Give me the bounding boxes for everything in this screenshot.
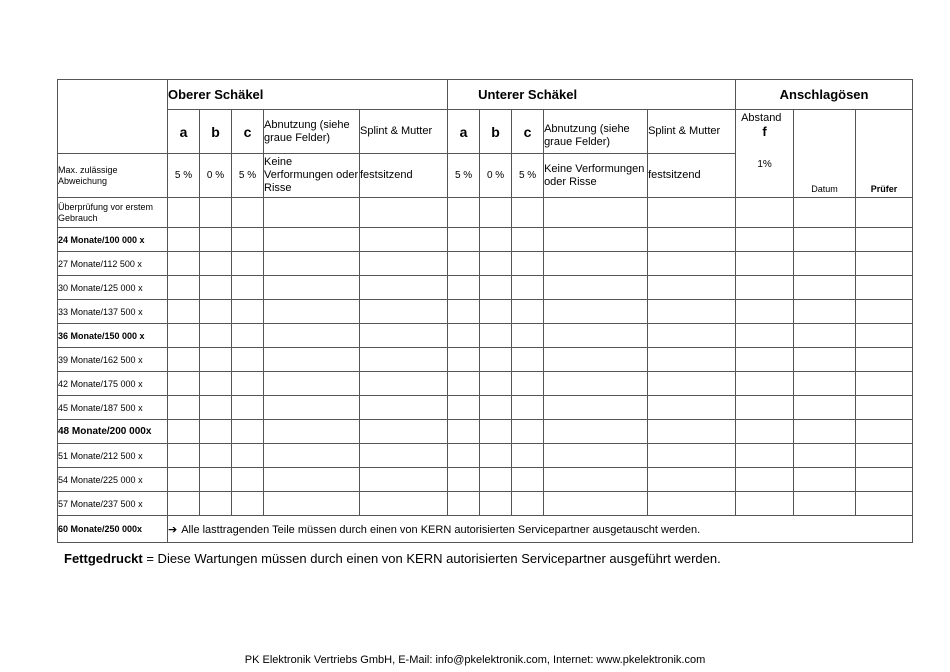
entry-cell[interactable]	[480, 228, 512, 252]
entry-cell[interactable]	[480, 444, 512, 468]
arrow-right-icon: ➔	[168, 523, 178, 536]
entry-cell[interactable]	[856, 276, 913, 300]
entry-cell[interactable]	[200, 252, 232, 276]
entry-cell[interactable]	[648, 468, 736, 492]
entry-cell[interactable]	[736, 324, 794, 348]
entry-cell[interactable]	[448, 372, 480, 396]
entry-cell[interactable]	[544, 396, 648, 420]
interval-label: 39 Monate/162 500 x	[58, 348, 168, 372]
entry-cell[interactable]	[544, 300, 648, 324]
interval-label: 57 Monate/237 500 x	[58, 492, 168, 516]
entry-cell[interactable]	[232, 468, 264, 492]
interval-label: 36 Monate/150 000 x	[58, 324, 168, 348]
entry-cell[interactable]	[200, 444, 232, 468]
entry-cell[interactable]	[264, 300, 360, 324]
entry-cell[interactable]	[264, 420, 360, 444]
entry-cell[interactable]	[512, 396, 544, 420]
col-a-unten: a	[448, 110, 480, 154]
entry-cell[interactable]	[264, 348, 360, 372]
entry-cell[interactable]	[648, 348, 736, 372]
interval-row	[58, 372, 913, 396]
entry-cell[interactable]	[856, 420, 913, 444]
limit-b-unten: 0 %	[480, 154, 512, 198]
corner-cell	[58, 80, 168, 154]
interval-rows	[58, 198, 913, 516]
interval-row	[58, 492, 913, 516]
entry-cell[interactable]	[648, 324, 736, 348]
entry-cell[interactable]	[168, 198, 200, 228]
entry-cell[interactable]	[232, 276, 264, 300]
entry-cell[interactable]	[512, 300, 544, 324]
entry-cell[interactable]	[168, 252, 200, 276]
entry-cell[interactable]	[232, 420, 264, 444]
interval-label: 51 Monate/212 500 x	[58, 444, 168, 468]
entry-cell[interactable]	[232, 228, 264, 252]
entry-cell[interactable]	[448, 228, 480, 252]
entry-cell[interactable]	[648, 372, 736, 396]
entry-cell[interactable]	[512, 492, 544, 516]
entry-cell[interactable]	[512, 444, 544, 468]
abstand-f-label: f	[762, 124, 767, 139]
entry-cell[interactable]	[544, 420, 648, 444]
entry-cell[interactable]	[200, 468, 232, 492]
entry-cell[interactable]	[360, 276, 448, 300]
entry-cell[interactable]	[360, 300, 448, 324]
entry-cell[interactable]	[544, 276, 648, 300]
entry-cell[interactable]	[794, 348, 856, 372]
col-datum: Datum	[794, 110, 856, 198]
col-splint-unten: Splint & Mutter	[648, 110, 736, 154]
entry-cell[interactable]	[856, 252, 913, 276]
entry-cell[interactable]	[360, 444, 448, 468]
interval-row	[58, 348, 913, 372]
group-unterer-schaekel: Unterer Schäkel	[448, 80, 736, 110]
entry-cell[interactable]	[200, 198, 232, 228]
final-row-label: 60 Monate/250 000x	[58, 516, 168, 543]
interval-label: 45 Monate/187 500 x	[58, 396, 168, 420]
entry-cell[interactable]	[264, 198, 360, 228]
entry-cell[interactable]	[448, 396, 480, 420]
limits-label: Max. zulässige Abweichung	[58, 154, 168, 198]
entry-cell[interactable]	[264, 444, 360, 468]
entry-cell[interactable]	[512, 348, 544, 372]
entry-cell[interactable]	[856, 348, 913, 372]
entry-cell[interactable]	[360, 198, 448, 228]
entry-cell[interactable]	[232, 198, 264, 228]
entry-cell[interactable]	[480, 348, 512, 372]
col-abstand	[736, 110, 794, 198]
entry-cell[interactable]	[264, 492, 360, 516]
entry-cell[interactable]	[512, 276, 544, 300]
entry-cell[interactable]	[736, 228, 794, 252]
limit-b-oben: 0 %	[200, 154, 232, 198]
entry-cell[interactable]	[448, 492, 480, 516]
interval-label: 48 Monate/200 000x	[58, 420, 168, 444]
abstand-label: Abstand	[741, 112, 782, 124]
limit-a-unten: 5 %	[448, 154, 480, 198]
entry-cell[interactable]	[794, 372, 856, 396]
entry-cell[interactable]	[264, 252, 360, 276]
entry-cell[interactable]	[448, 444, 480, 468]
interval-row	[58, 276, 913, 300]
entry-cell[interactable]	[648, 492, 736, 516]
interval-row	[58, 252, 913, 276]
entry-cell[interactable]	[794, 420, 856, 444]
entry-cell[interactable]	[264, 276, 360, 300]
entry-cell[interactable]	[360, 228, 448, 252]
col-b-oben: b	[200, 110, 232, 154]
entry-cell[interactable]	[168, 276, 200, 300]
entry-cell[interactable]	[736, 372, 794, 396]
entry-cell[interactable]	[200, 228, 232, 252]
entry-cell[interactable]	[736, 300, 794, 324]
bold-legend-note	[64, 551, 721, 566]
col-c-unten: c	[512, 110, 544, 154]
entry-cell[interactable]	[264, 324, 360, 348]
col-abnutzung-oben: Abnutzung (siehe graue Felder)	[264, 110, 360, 154]
entry-cell[interactable]	[648, 420, 736, 444]
entry-cell[interactable]	[480, 420, 512, 444]
entry-cell[interactable]	[856, 372, 913, 396]
page-footer: PK Elektronik Vertriebs GmbH, E-Mail: info@pkelektronik.com, Internet: www.pkelektronik.com	[244, 654, 706, 666]
entry-cell[interactable]	[512, 468, 544, 492]
interval-row	[58, 420, 913, 444]
entry-cell[interactable]	[200, 396, 232, 420]
interval-row	[58, 468, 913, 492]
entry-cell[interactable]	[512, 198, 544, 228]
entry-cell[interactable]	[856, 198, 913, 228]
entry-cell[interactable]	[480, 492, 512, 516]
entry-cell[interactable]	[648, 300, 736, 324]
entry-cell[interactable]	[264, 228, 360, 252]
interval-label: 27 Monate/112 500 x	[58, 252, 168, 276]
entry-cell[interactable]	[264, 396, 360, 420]
entry-cell[interactable]	[512, 372, 544, 396]
entry-cell[interactable]	[480, 372, 512, 396]
limit-abstand: 1%	[757, 159, 772, 170]
entry-cell[interactable]	[648, 396, 736, 420]
interval-label: Überprüfung vor erstem Gebrauch	[58, 198, 168, 228]
entry-cell[interactable]	[736, 276, 794, 300]
entry-cell[interactable]	[232, 300, 264, 324]
bold-legend-term: Fettgedruckt	[64, 551, 143, 566]
entry-cell[interactable]	[480, 276, 512, 300]
entry-cell[interactable]	[168, 228, 200, 252]
limit-splint-oben: festsitzend	[360, 154, 448, 198]
limit-c-oben: 5 %	[232, 154, 264, 198]
entry-cell[interactable]	[360, 324, 448, 348]
entry-cell[interactable]	[448, 468, 480, 492]
entry-cell[interactable]	[200, 372, 232, 396]
entry-cell[interactable]	[512, 324, 544, 348]
entry-cell[interactable]	[232, 348, 264, 372]
entry-cell[interactable]	[480, 252, 512, 276]
entry-cell[interactable]	[232, 372, 264, 396]
interval-row	[58, 300, 913, 324]
col-c-oben: c	[232, 110, 264, 154]
limit-c-unten: 5 %	[512, 154, 544, 198]
entry-cell[interactable]	[648, 228, 736, 252]
entry-cell[interactable]	[794, 444, 856, 468]
entry-cell[interactable]	[856, 468, 913, 492]
entry-cell[interactable]	[544, 324, 648, 348]
entry-cell[interactable]	[232, 444, 264, 468]
entry-cell[interactable]	[360, 420, 448, 444]
entry-cell[interactable]	[200, 492, 232, 516]
entry-cell[interactable]	[544, 198, 648, 228]
entry-cell[interactable]	[480, 324, 512, 348]
entry-cell[interactable]	[448, 324, 480, 348]
limit-a-oben: 5 %	[168, 154, 200, 198]
entry-cell[interactable]	[168, 300, 200, 324]
final-row-note: Alle lasttragenden Teile müssen durch einen von KERN autorisierten Servicepartner ausgetauscht werden.	[181, 523, 701, 536]
entry-cell[interactable]	[232, 324, 264, 348]
entry-cell[interactable]	[480, 198, 512, 228]
interval-label: 24 Monate/100 000 x	[58, 228, 168, 252]
interval-label: 42 Monate/175 000 x	[58, 372, 168, 396]
entry-cell[interactable]	[200, 276, 232, 300]
entry-cell[interactable]	[448, 300, 480, 324]
interval-row	[58, 324, 913, 348]
entry-cell[interactable]	[856, 324, 913, 348]
entry-cell[interactable]	[794, 252, 856, 276]
interval-label: 30 Monate/125 000 x	[58, 276, 168, 300]
entry-cell[interactable]	[856, 444, 913, 468]
entry-cell[interactable]	[794, 276, 856, 300]
entry-cell[interactable]	[794, 198, 856, 228]
entry-cell[interactable]	[360, 396, 448, 420]
entry-cell[interactable]	[794, 492, 856, 516]
entry-cell[interactable]	[512, 228, 544, 252]
entry-cell[interactable]	[168, 348, 200, 372]
header-row-groups	[58, 80, 913, 110]
entry-cell[interactable]	[264, 372, 360, 396]
entry-cell[interactable]	[448, 420, 480, 444]
entry-cell[interactable]	[856, 228, 913, 252]
entry-cell[interactable]	[448, 348, 480, 372]
entry-cell[interactable]	[168, 468, 200, 492]
col-a-oben: a	[168, 110, 200, 154]
entry-cell[interactable]	[232, 492, 264, 516]
entry-cell[interactable]	[544, 228, 648, 252]
interval-row	[58, 228, 913, 252]
entry-cell[interactable]	[200, 348, 232, 372]
limit-abnutzung-unten: Keine Verformungen oder Risse	[544, 154, 648, 198]
entry-cell[interactable]	[544, 444, 648, 468]
entry-cell[interactable]	[544, 372, 648, 396]
entry-cell[interactable]	[544, 492, 648, 516]
group-anschlagoesen: Anschlagösen	[736, 80, 913, 110]
entry-cell[interactable]	[794, 324, 856, 348]
entry-cell[interactable]	[544, 348, 648, 372]
entry-cell[interactable]	[168, 372, 200, 396]
entry-cell[interactable]	[856, 396, 913, 420]
entry-cell[interactable]	[200, 324, 232, 348]
entry-cell[interactable]	[736, 468, 794, 492]
interval-label: 33 Monate/137 500 x	[58, 300, 168, 324]
limit-abnutzung-oben: Keine Verformungen oder Risse	[264, 154, 360, 198]
entry-cell[interactable]	[544, 252, 648, 276]
entry-cell[interactable]	[264, 468, 360, 492]
entry-cell[interactable]	[168, 324, 200, 348]
entry-cell[interactable]	[736, 420, 794, 444]
entry-cell[interactable]	[200, 420, 232, 444]
entry-cell[interactable]	[794, 396, 856, 420]
entry-cell[interactable]	[856, 300, 913, 324]
bold-legend-text: = Diese Wartungen müssen durch einen von KERN autorisierten Servicepartner ausgeführt werden.	[142, 551, 721, 566]
entry-cell[interactable]	[480, 396, 512, 420]
col-b-unten: b	[480, 110, 512, 154]
entry-cell[interactable]	[736, 348, 794, 372]
entry-cell[interactable]	[200, 300, 232, 324]
group-oberer-schaekel: Oberer Schäkel	[168, 80, 448, 110]
interval-row	[58, 444, 913, 468]
limit-splint-unten: festsitzend	[648, 154, 736, 198]
final-row-note-cell	[168, 516, 913, 543]
entry-cell[interactable]	[448, 252, 480, 276]
col-abnutzung-unten: Abnutzung (siehe graue Felder)	[544, 110, 648, 154]
entry-cell[interactable]	[648, 276, 736, 300]
entry-cell[interactable]	[448, 198, 480, 228]
entry-cell[interactable]	[360, 252, 448, 276]
entry-cell[interactable]	[794, 228, 856, 252]
entry-cell[interactable]	[736, 444, 794, 468]
entry-cell[interactable]	[512, 420, 544, 444]
entry-cell[interactable]	[648, 444, 736, 468]
col-splint-oben: Splint & Mutter	[360, 110, 448, 154]
entry-cell[interactable]	[512, 252, 544, 276]
entry-cell[interactable]	[856, 492, 913, 516]
entry-cell[interactable]	[648, 252, 736, 276]
entry-cell[interactable]	[360, 372, 448, 396]
inspection-table	[57, 79, 913, 543]
header-row-columns	[58, 110, 913, 154]
entry-cell[interactable]	[232, 396, 264, 420]
entry-cell[interactable]	[794, 300, 856, 324]
entry-cell[interactable]	[448, 276, 480, 300]
entry-cell[interactable]	[480, 468, 512, 492]
entry-cell[interactable]	[794, 468, 856, 492]
entry-cell[interactable]	[168, 396, 200, 420]
interval-row	[58, 396, 913, 420]
entry-cell[interactable]	[168, 444, 200, 468]
entry-cell[interactable]	[360, 348, 448, 372]
entry-cell[interactable]	[168, 492, 200, 516]
final-row	[58, 516, 913, 543]
entry-cell[interactable]	[736, 198, 794, 228]
entry-cell[interactable]	[544, 468, 648, 492]
entry-cell[interactable]	[232, 252, 264, 276]
entry-cell[interactable]	[360, 492, 448, 516]
entry-cell[interactable]	[736, 396, 794, 420]
interval-row	[58, 198, 913, 228]
entry-cell[interactable]	[360, 468, 448, 492]
entry-cell[interactable]	[736, 252, 794, 276]
entry-cell[interactable]	[480, 300, 512, 324]
entry-cell[interactable]	[736, 492, 794, 516]
col-pruefer: Prüfer	[856, 110, 913, 198]
entry-cell[interactable]	[648, 198, 736, 228]
interval-label: 54 Monate/225 000 x	[58, 468, 168, 492]
entry-cell[interactable]	[168, 420, 200, 444]
